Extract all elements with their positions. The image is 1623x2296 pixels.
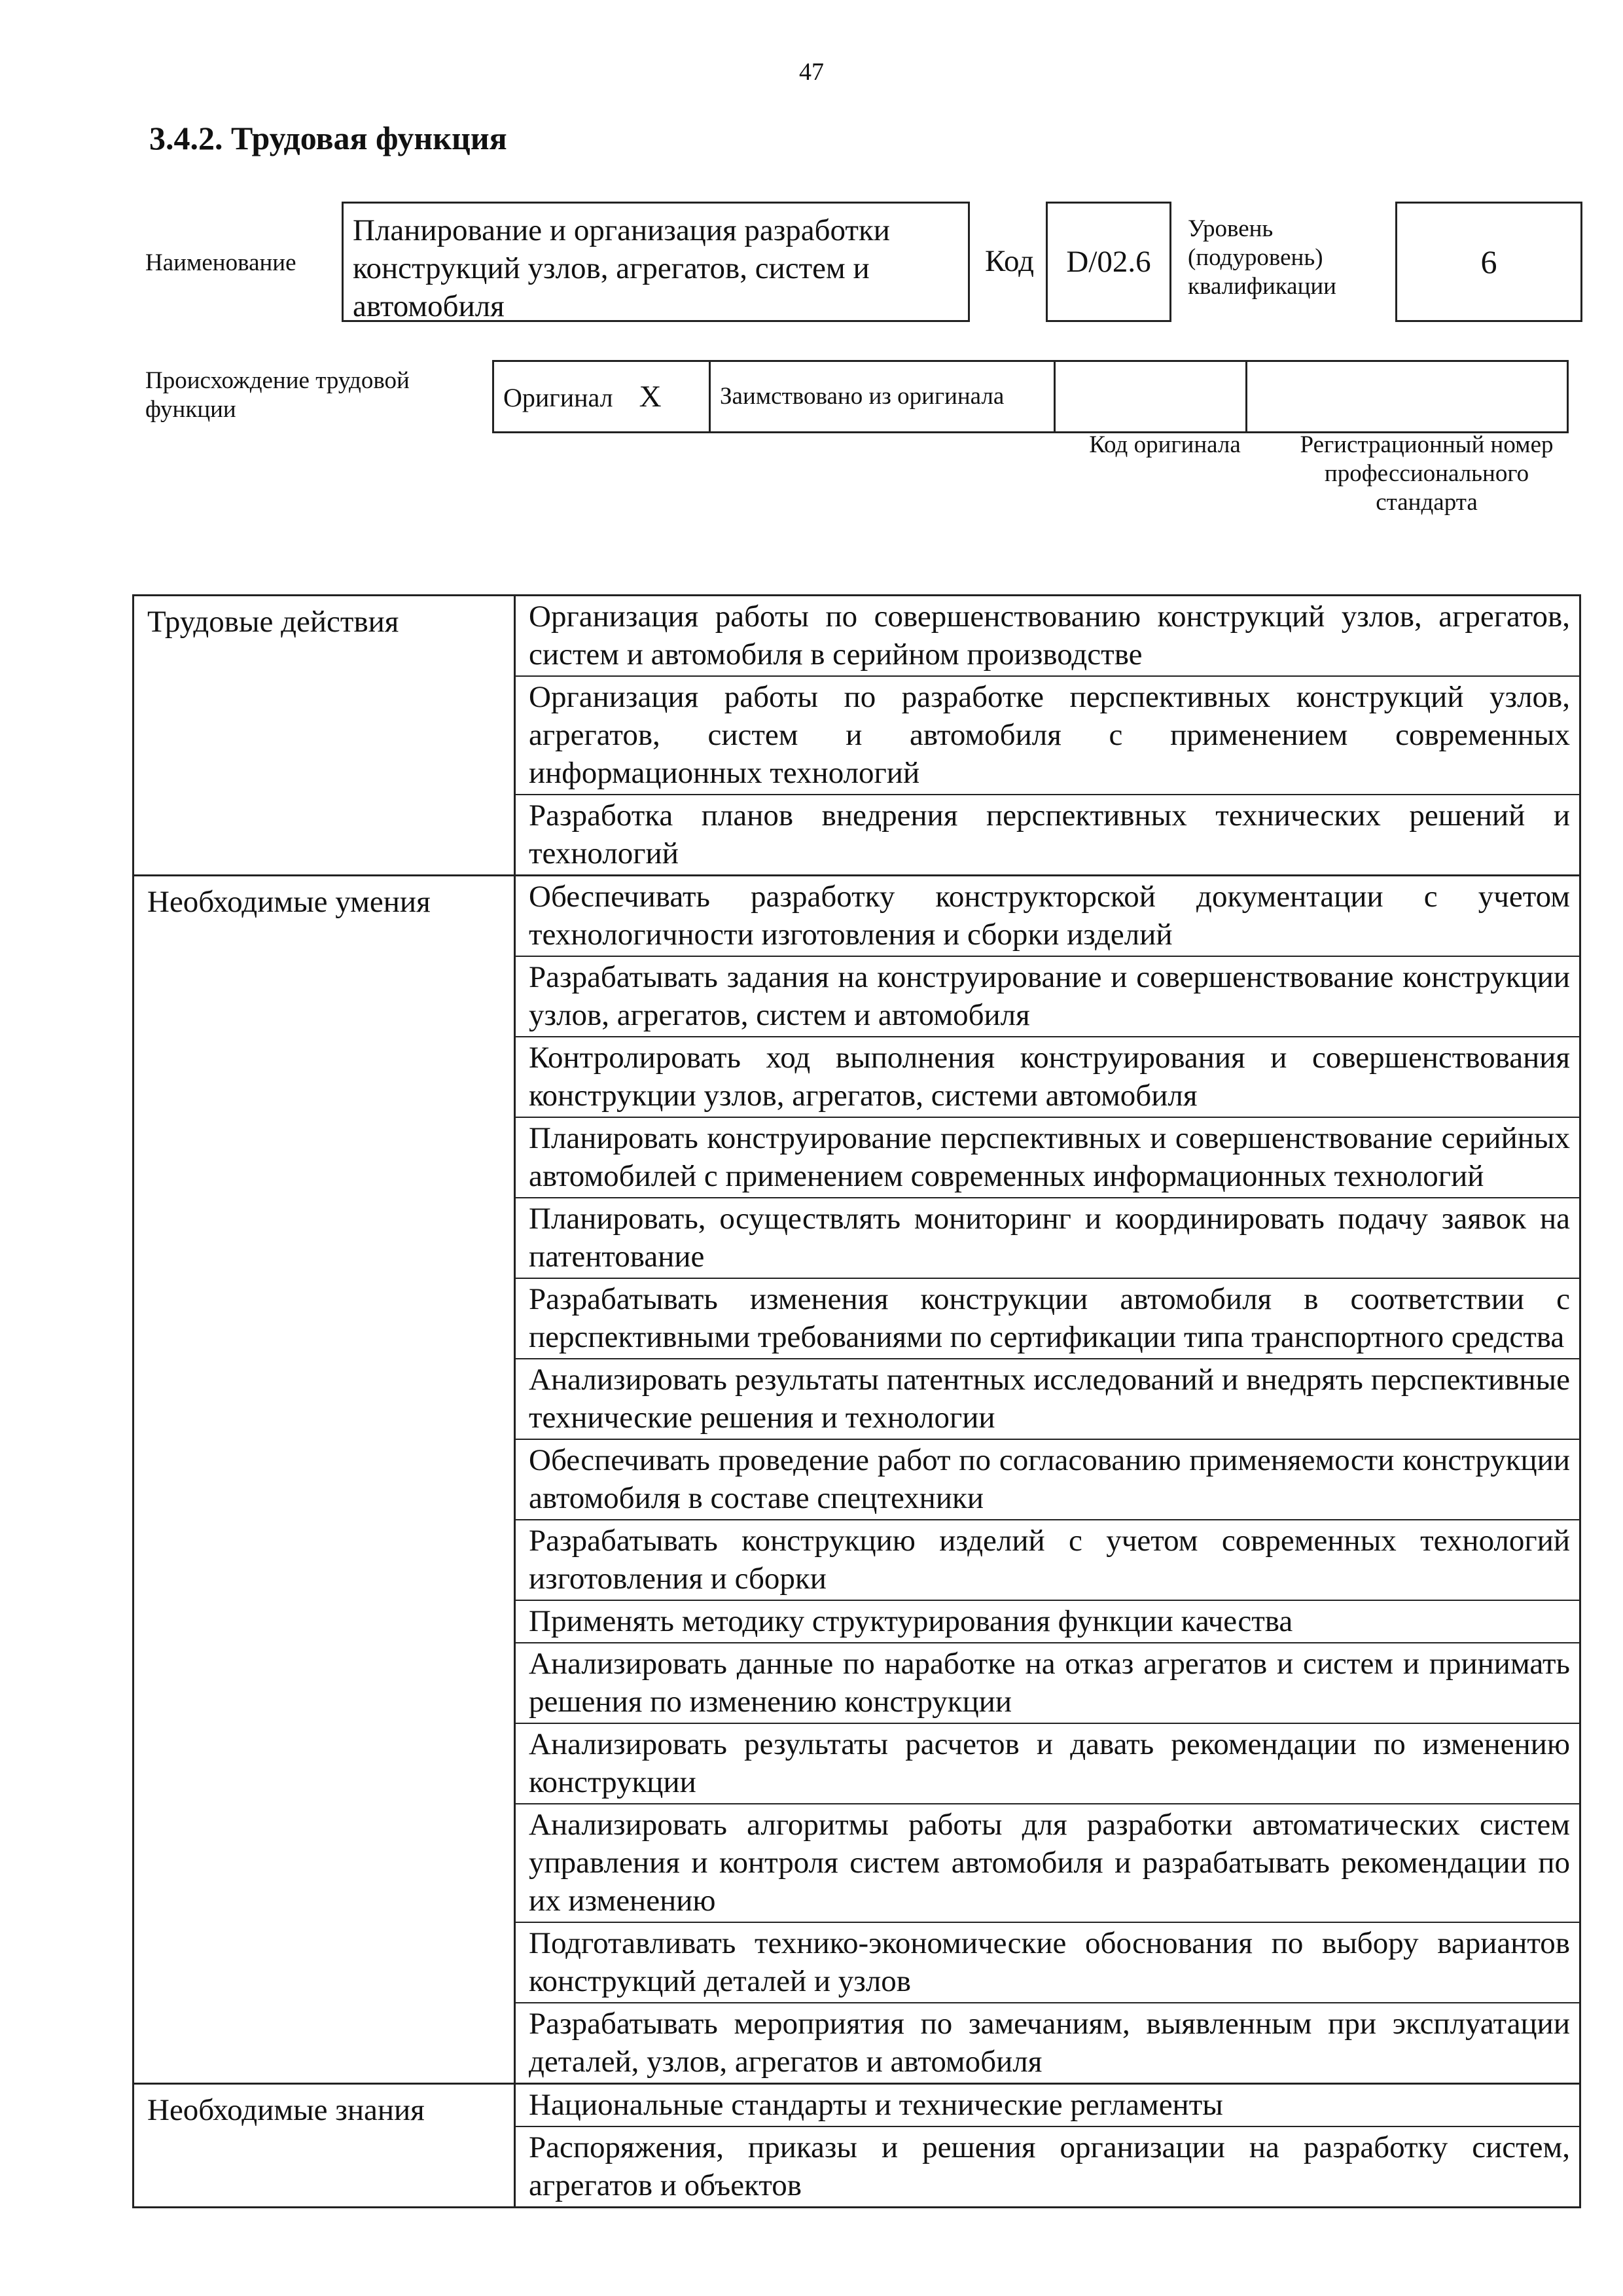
list-item: Контролировать ход выполнения конструирования и совершенствования конструкции узлов, агрегатов, системи автомобиля xyxy=(516,1037,1579,1118)
list-item: Анализировать алгоритмы работы для разработки автоматических систем управления и контроля систем автомобиля и разрабатывать рекомендации по их изменению xyxy=(516,1804,1579,1923)
list-item: Анализировать результаты расчетов и давать рекомендации по изменению конструкции xyxy=(516,1724,1579,1804)
labor-function-table xyxy=(132,594,1581,2208)
section-items-cell xyxy=(515,2084,1580,2208)
labor-function-table-body xyxy=(134,596,1580,2208)
qualification-level-field: 6 xyxy=(1395,202,1582,322)
original-label: Оригинал xyxy=(503,383,613,412)
section-title-cell: Трудовые действия xyxy=(134,596,515,876)
list-item: Применять методику структурирования функции качества xyxy=(516,1601,1579,1643)
list-item: Распоряжения, приказы и решения организации на разработку систем, агрегатов и объектов xyxy=(529,2130,1570,2202)
list-item: Анализировать данные по наработке на отказ агрегатов и систем и принимать решения по изменению конструкции xyxy=(516,1643,1579,1724)
list-item: Обеспечивать разработку конструкторской документации с учетом технологичности изготовления и сборки изделий xyxy=(516,876,1579,957)
list-item: Разрабатывать задания на конструирование и совершенствование конструкции узлов, агрегатов, систем и автомобиля xyxy=(516,957,1579,1037)
function-code-field: D/02.6 xyxy=(1046,202,1171,322)
origin-code-cell xyxy=(1055,361,1247,433)
origin-original-cell xyxy=(493,361,710,433)
qualification-level-label: Уровень (подуровень) квалификации xyxy=(1188,215,1336,300)
list-item: Анализировать результаты патентных исследований и внедрять перспективные технические решения и технологии xyxy=(516,1359,1579,1440)
list-item: Планировать конструирование перспективных и совершенствование серийных автомобилей с применением современных информационных технологий xyxy=(516,1118,1579,1198)
page-number: 47 xyxy=(799,58,824,86)
code-label: Код xyxy=(985,244,1035,278)
list-item: Планировать, осуществлять мониторинг и координировать подачу заявок на патентование xyxy=(516,1198,1579,1279)
list-item: Национальные стандарты и технические регламенты xyxy=(516,2085,1579,2127)
list-item: Организация работы по разработке перспективных конструкций узлов, агрегатов, систем и автомобиля с применением современных информационных технологий xyxy=(516,677,1579,795)
section-title: 3.4.2. Трудовая функция xyxy=(149,120,507,156)
original-mark: X xyxy=(639,380,662,414)
origin-label: Происхождение трудовой функции xyxy=(145,367,410,423)
origin-borrowed-cell xyxy=(710,361,1055,433)
list-item: Разработка планов внедрения перспективных технических решений и технологий xyxy=(529,798,1570,870)
section-title-cell: Необходимые умения xyxy=(134,876,515,2084)
origin-reg-number-cell xyxy=(1247,361,1568,433)
original-code-caption: Код оригинала xyxy=(1089,431,1241,458)
table-row xyxy=(134,876,1580,2084)
list-item: Разрабатывать конструкцию изделий с учетом современных технологий изготовления и сборки xyxy=(516,1520,1579,1601)
origin-table xyxy=(492,360,1569,433)
table-row xyxy=(134,596,1580,876)
function-name-field: Планирование и организация разработки конструкций узлов, агрегатов, систем и автомобиля xyxy=(342,202,970,322)
table-row xyxy=(134,2084,1580,2208)
list-item: Разрабатывать мероприятия по замечаниям, выявленным при эксплуатации деталей, узлов, агрегатов и автомобиля xyxy=(529,2007,1570,2079)
reg-number-caption: Регистрационный номер профессионального стандарта xyxy=(1300,431,1554,516)
section-title-cell: Необходимые знания xyxy=(134,2084,515,2208)
list-item: Подготавливать технико-экономические обоснования по выбору вариантов конструкций деталей и узлов xyxy=(516,1923,1579,2003)
borrowed-label: Заимствовано из оригинала xyxy=(720,383,1005,410)
list-item: Разрабатывать изменения конструкции автомобиля в соответствии с перспективными требованиями по сертификации типа транспортного средства xyxy=(516,1279,1579,1359)
list-item: Организация работы по совершенствованию конструкций узлов, агрегатов, систем и автомобиля в серийном производстве xyxy=(516,596,1579,677)
section-items-cell xyxy=(515,596,1580,876)
name-label: Наименование xyxy=(145,249,296,276)
section-items-cell xyxy=(515,876,1580,2084)
list-item: Обеспечивать проведение работ по согласованию применяемости конструкции автомобиля в составе спецтехники xyxy=(516,1440,1579,1520)
